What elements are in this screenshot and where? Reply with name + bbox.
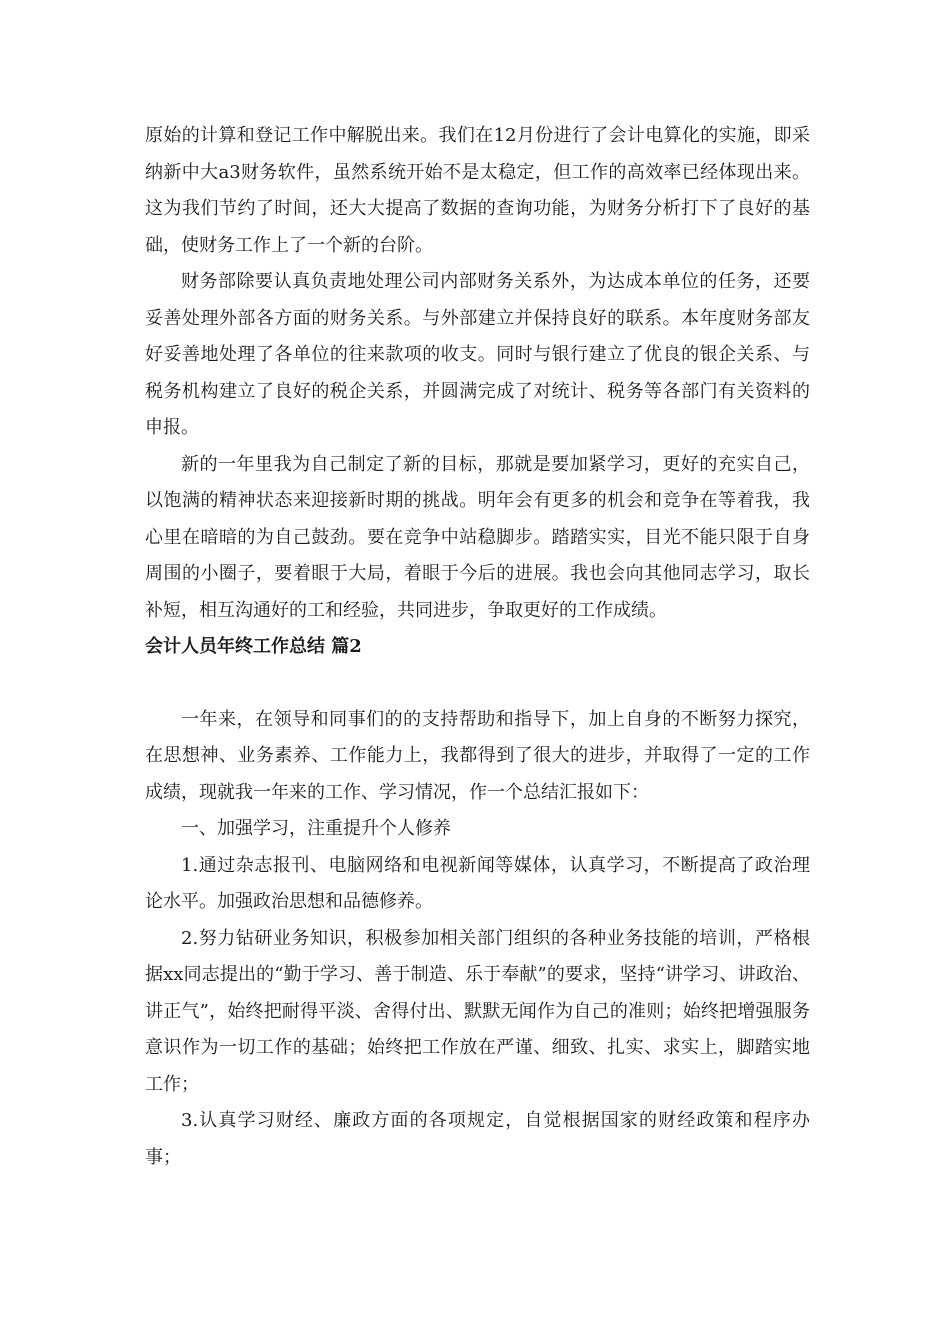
- paragraph-intro: 一年来，在领导和同事们的的支持帮助和指导下，加上自身的不断努力探究，在思想神、业务素养、工作能力上，我都得到了很大的进步，并取得了一定的工作成绩，现就我一年来的工作、学习情况，作一个总结汇报如下：: [145, 708, 810, 803]
- list-item-1: 1.通过杂志报刊、电脑网络和电视新闻等媒体，认真学习，不断提高了政治理论水平。加强政治思想和品德修养。: [145, 854, 810, 912]
- blank-line: [145, 666, 810, 702]
- paragraph-new-year-goals: 新的一年里我为自己制定了新的目标，那就是要加紧学习，更好的充实自己，以饱满的精神状态来迎接新时期的挑战。明年会有更多的机会和竞争在等着我，我心里在暗暗的为自己鼓劲。要在竞争中站稳脚步。踏踏实实，目光不能只限于自身周围的小圈子，要着眼于大局，着眼于今后的进展。我也会向其他同志学习，取长补短，相互沟通好的工和经验，共同进步，争取更好的工作成绩。: [145, 453, 810, 621]
- list-item-3: 3.认真学习财经、廉政方面的各项规定，自觉根据国家的财经政策和程序办事；: [145, 1110, 810, 1168]
- list-item-2: 2.努力钻研业务知识，积极参加相关部门组织的各种业务技能的培训，严格根据xx同志提出的“勤于学习、善于制造、乐于奉献”的要求，坚持“讲学习、讲政治、讲正气”，始终把耐得平淡、舍得付出、默默无闻作为自己的准则；始终把增强服务意识作为一切工作的基础；始终把工作放在严谨、细致、扎实、求实上，脚踏实地工作；: [145, 927, 810, 1095]
- paragraph-continuation: 原始的计算和登记工作中解脱出来。我们在12月份进行了会计电算化的实施，即采纳新中大a3财务软件，虽然系统开始不是太稳定，但工作的高效率已经体现出来。这为我们节约了时间，还大大提高了数据的查询功能，为财务分析打下了良好的基础，使财务工作上了一个新的台阶。: [145, 125, 810, 256]
- subheading-study: 一、加强学习，注重提升个人修养: [181, 818, 451, 839]
- document-page: [145, 118, 810, 1176]
- section-title: 会计人员年终工作总结 篇2: [145, 636, 362, 657]
- paragraph-external-relations: 财务部除要认真负责地处理公司内部财务关系外，为达成本单位的任务，还要妥善处理外部各方面的财务关系。与外部建立并保持良好的联系。本年度财务部友好妥善地处理了各单位的往来款项的收支。同时与银行建立了优良的银企关系、与税务机构建立了良好的税企关系，并圆满完成了对统计、税务等各部门有关资料的申报。: [145, 271, 810, 438]
